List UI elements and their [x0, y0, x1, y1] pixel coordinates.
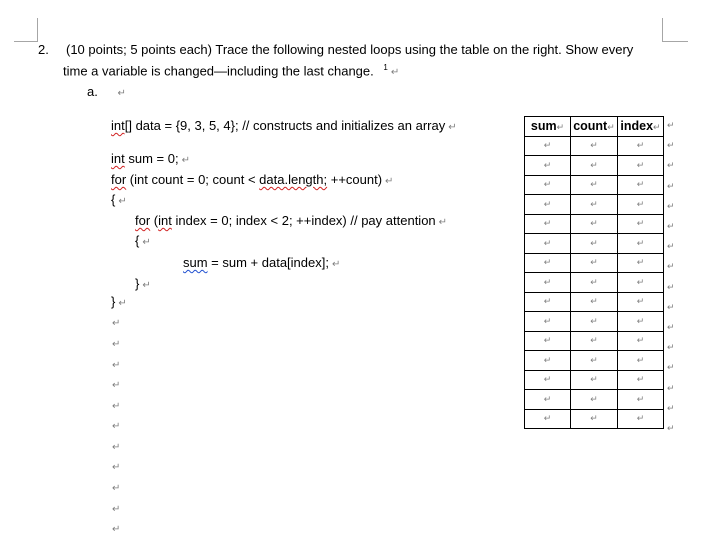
trace-table-row	[525, 195, 664, 215]
cell-count[interactable]: ↵	[571, 312, 618, 332]
code-text: = sum + data[index];	[207, 255, 329, 270]
code-line-body	[183, 255, 340, 270]
question-line-1: (10 points; 5 points each) Trace the following nested loops using the table on the right. Show every	[66, 42, 634, 57]
question-line-2-text: time a variable is changed—including the last change.	[63, 63, 374, 79]
row-end-mark: ↵	[667, 382, 675, 393]
row-end-mark: ↵	[667, 301, 675, 312]
cell-index[interactable]: ↵	[618, 312, 664, 332]
row-end-mark: ↵	[667, 120, 675, 130]
cell-sum[interactable]: ↵	[525, 409, 571, 429]
empty-paragraph: ↵	[112, 360, 121, 371]
code-text: ++count)	[327, 172, 383, 187]
code-keyword-for: for	[111, 172, 127, 187]
cell-count[interactable]: ↵	[571, 156, 618, 176]
cell-count[interactable]: ↵	[571, 214, 618, 234]
row-end-mark: ↵	[667, 160, 675, 171]
cell-count[interactable]: ↵	[571, 136, 618, 156]
row-end-mark: ↵	[667, 402, 675, 413]
subpart-label	[87, 84, 126, 99]
row-end-mark: ↵	[667, 261, 675, 272]
cell-count[interactable]: ↵	[571, 409, 618, 429]
empty-paragraph: ↵	[112, 483, 121, 494]
cell-count[interactable]: ↵	[571, 370, 618, 390]
cell-count[interactable]: ↵	[571, 195, 618, 215]
row-end-mark: ↵	[667, 281, 675, 292]
trace-table-row	[525, 292, 664, 312]
question-line-2	[63, 63, 399, 78]
row-end-mark: ↵	[667, 322, 675, 332]
code-keyword-int: int	[158, 213, 172, 228]
crop-mark-right-horizontal	[662, 41, 688, 42]
cell-index[interactable]: ↵	[618, 409, 664, 429]
paragraph-mark: ↵	[390, 67, 400, 79]
code-text: (	[150, 213, 159, 228]
cell-sum[interactable]: ↵	[525, 390, 571, 410]
cell-index[interactable]: ↵	[618, 156, 664, 176]
code-line-array	[111, 118, 457, 133]
trace-table-row	[525, 312, 664, 332]
cell-sum[interactable]: ↵	[525, 156, 571, 176]
crop-mark-left-horizontal	[14, 41, 38, 42]
code-brace: }	[135, 276, 140, 291]
empty-paragraph: ↵	[112, 421, 121, 432]
empty-paragraph: ↵	[112, 442, 121, 453]
row-end-mark: ↵	[667, 180, 675, 191]
paragraph-mark: ↵	[448, 122, 457, 133]
cell-index[interactable]: ↵	[618, 331, 664, 351]
cell-count[interactable]: ↵	[571, 351, 618, 371]
cell-index[interactable]: ↵	[618, 253, 664, 273]
cell-index[interactable]: ↵	[618, 195, 664, 215]
trace-table-row	[525, 234, 664, 254]
footnote-ref[interactable]: 1	[383, 63, 388, 72]
trace-table-header-row	[525, 117, 664, 137]
cell-sum[interactable]: ↵	[525, 351, 571, 371]
code-keyword-sum: sum	[183, 255, 208, 270]
code-text: index = 0; index < 2; ++index) // pay attention	[171, 213, 436, 228]
header-count[interactable]: count↵	[571, 117, 618, 137]
trace-table-row	[525, 351, 664, 371]
code-text: (int count = 0; count <	[126, 172, 260, 187]
row-end-mark: ↵	[667, 241, 675, 252]
cell-count[interactable]: ↵	[571, 175, 618, 195]
cell-index[interactable]: ↵	[618, 136, 664, 156]
empty-paragraph: ↵	[112, 524, 121, 535]
code-line-brace-close-inner	[135, 276, 151, 291]
cell-sum[interactable]: ↵	[525, 370, 571, 390]
code-line-brace-open-inner	[135, 233, 151, 248]
cell-sum[interactable]: ↵	[525, 175, 571, 195]
cell-count[interactable]: ↵	[571, 292, 618, 312]
cell-count[interactable]: ↵	[571, 253, 618, 273]
cell-index[interactable]: ↵	[618, 370, 664, 390]
empty-paragraph: ↵	[112, 401, 121, 412]
cell-count[interactable]: ↵	[571, 331, 618, 351]
paragraph-mark: ↵	[181, 155, 190, 166]
code-line-inner-for	[135, 213, 447, 228]
paragraph-mark: ↵	[118, 298, 127, 309]
cell-count[interactable]: ↵	[571, 234, 618, 254]
cell-index[interactable]: ↵	[618, 234, 664, 254]
trace-table-row	[525, 390, 664, 410]
trace-table-row	[525, 273, 664, 293]
code-line-sum	[111, 151, 190, 166]
trace-table-row	[525, 156, 664, 176]
trace-table-row	[525, 370, 664, 390]
cell-index[interactable]: ↵	[618, 390, 664, 410]
paragraph-mark: ↵	[118, 196, 127, 207]
subpart-label-text: a.	[87, 84, 98, 99]
empty-paragraph: ↵	[112, 318, 121, 329]
row-end-mark: ↵	[667, 200, 675, 211]
trace-table-row	[525, 136, 664, 156]
cell-sum[interactable]: ↵	[525, 292, 571, 312]
cell-sum[interactable]: ↵	[525, 253, 571, 273]
cell-sum[interactable]: ↵	[525, 136, 571, 156]
trace-table-row	[525, 331, 664, 351]
code-brace: }	[111, 294, 116, 309]
empty-paragraph: ↵	[112, 504, 121, 515]
empty-paragraph: ↵	[112, 339, 121, 350]
row-end-mark: ↵	[667, 221, 675, 231]
row-end-mark: ↵	[667, 342, 675, 353]
trace-table-body	[525, 136, 664, 429]
paragraph-mark: ↵	[385, 176, 394, 187]
trace-table-row	[525, 175, 664, 195]
cell-index[interactable]: ↵	[618, 292, 664, 312]
code-keyword-int-array: int[]	[111, 118, 132, 133]
cell-sum[interactable]: ↵	[525, 331, 571, 351]
code-line-brace-open-outer	[111, 192, 127, 207]
code-line-outer-for	[111, 172, 393, 187]
crop-mark-right-vertical	[662, 18, 663, 41]
cell-sum[interactable]: ↵	[525, 312, 571, 332]
crop-mark-left-vertical	[37, 18, 38, 41]
code-data-length: data.length;	[259, 172, 328, 187]
cell-sum[interactable]: ↵	[525, 273, 571, 293]
cell-sum[interactable]: ↵	[525, 214, 571, 234]
paragraph-mark: ↵	[438, 217, 448, 228]
code-keyword-int: int	[111, 151, 125, 166]
row-end-mark: ↵	[667, 423, 675, 433]
cell-sum[interactable]: ↵	[525, 195, 571, 215]
cell-count[interactable]: ↵	[571, 390, 618, 410]
empty-paragraph: ↵	[112, 462, 121, 473]
paragraph-mark: ↵	[331, 259, 341, 270]
paragraph-mark: ↵	[117, 88, 126, 99]
cell-index[interactable]: ↵	[618, 273, 664, 293]
empty-paragraph: ↵	[112, 380, 121, 391]
header-index[interactable]: index↵	[618, 117, 664, 137]
cell-index[interactable]: ↵	[618, 175, 664, 195]
code-brace: {	[111, 192, 116, 207]
code-text: sum = 0;	[124, 151, 179, 166]
cell-count[interactable]: ↵	[571, 273, 618, 293]
paragraph-mark: ↵	[142, 237, 151, 248]
cell-index[interactable]: ↵	[618, 351, 664, 371]
trace-table-row	[525, 214, 664, 234]
paragraph-mark: ↵	[142, 280, 151, 291]
trace-table	[524, 116, 664, 429]
code-text: data = {9, 3, 5, 4}; // constructs and initializes an array	[131, 118, 446, 133]
trace-table-row	[525, 253, 664, 273]
row-end-mark: ↵	[667, 362, 675, 373]
trace-table-row	[525, 409, 664, 429]
question-number: 2.	[38, 42, 49, 57]
cell-index[interactable]: ↵	[618, 214, 664, 234]
row-end-mark: ↵	[667, 140, 675, 151]
code-line-brace-close-outer	[111, 294, 127, 309]
code-brace: {	[135, 233, 140, 248]
code-keyword-for: for	[135, 213, 151, 228]
header-sum[interactable]: sum↵	[525, 117, 571, 137]
cell-sum[interactable]: ↵	[525, 234, 571, 254]
